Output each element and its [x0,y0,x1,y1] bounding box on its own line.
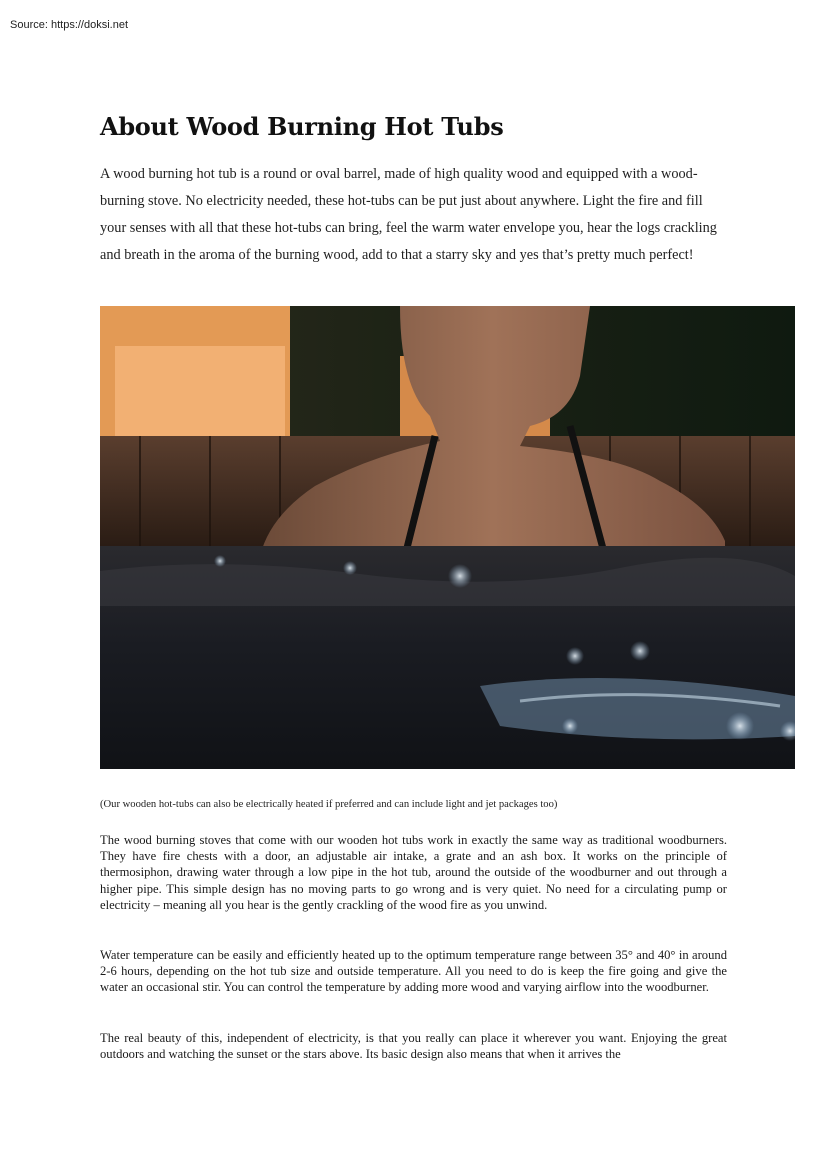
body-paragraph: The wood burning stoves that come with our wooden hot tubs work in exactly the same way as traditional woodburners. They have fire chests with a door, an adjustable air intake, a grate and an ash box. It works on the principle of thermosiphon, drawing water through a low pipe in the hot tub, around the outside of the woodburner and out through a higher pipe. This simple design has no moving parts to go wrong and is very quiet. No need for a circulating pump or electricity – meaning all you hear is the gently crackling of the wood fire as you unwind. [100,833,727,912]
page-title: About Wood Burning Hot Tubs [100,112,504,141]
body-paragraph: Water temperature can be easily and efficiently heated up to the optimum temperature range between 35° and 40° in around 2-6 hours, depending on the hot tub size and outside temperature. All you need to do is keep the fire going and give the water an occasional stir. You can control the temperature by adding more wood and varying airflow into the woodburner. [100,948,727,995]
source-label[interactable]: Source: https://doksi.net [10,19,129,31]
intro-paragraph: A wood burning hot tub is a round or oval barrel, made of high quality wood and equipped with a wood-burning stove. No electricity needed, these hot-tubs can be put just about anywhere. Light the fire and fill your senses with all that these hot-tubs can bring, feel the warm water envelope you, hear the logs crackling and breath in the aroma of the burning wood, add to that a starry sky and yes that’s pretty much perfect! [100,166,717,263]
photo-caption: (Our wooden hot-tubs can also be electrically heated if preferred and can include light and jet packages too) [100,799,558,810]
hot-tub-photo [100,306,795,769]
body-paragraph: The real beauty of this, independent of electricity, is that you really can place it wherever you want. Enjoying the great outdoors and watching the sunset or the stars above. Its basic design also means that when it arrives the [100,1031,727,1062]
